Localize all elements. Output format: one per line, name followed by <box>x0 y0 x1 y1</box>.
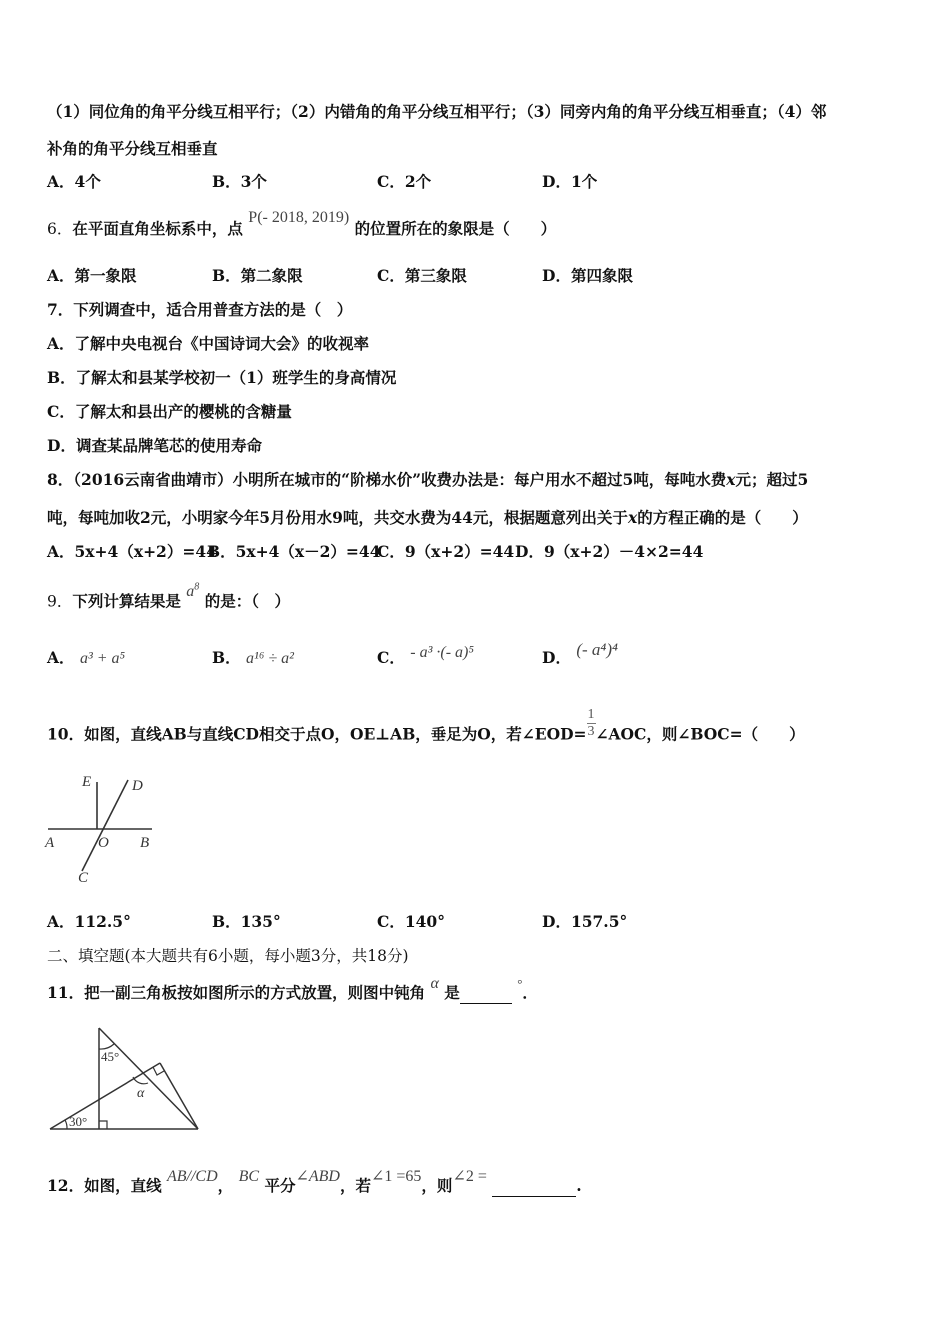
label-e: E <box>82 774 92 790</box>
q9-target: $a^8$ <box>186 582 200 601</box>
q8-line1: 8．（2016云南省曲靖市）小明所在城市的“阶梯水价”收费办法是：每户用水不超过5吨，每吨水费x元；超过5 <box>47 470 809 489</box>
label-alpha: α <box>137 1086 145 1101</box>
q7-option-a[interactable]: A．了解中央电视台《中国诗词大会》的收视率 <box>47 334 370 353</box>
section-2-title: 二、填空题(本大题共有6小题，每小题3分，共18分) <box>47 947 409 965</box>
label-c: C <box>78 870 89 886</box>
q5-option-d[interactable]: D．1个 <box>542 172 598 191</box>
label-45: 45° <box>101 1049 120 1064</box>
q8-option-b[interactable]: B．5x+4（x－2）=44 <box>207 542 381 561</box>
q8-option-a[interactable]: A．5x+4（x+2）=44 <box>47 542 217 561</box>
q9-option-b[interactable]: B． a¹⁶ ÷ a² <box>212 648 294 667</box>
q10-fraction: $\frac{1}{3}$ <box>587 707 595 739</box>
q6-option-b[interactable]: B．第二象限 <box>212 266 303 285</box>
q7-option-c[interactable]: C．了解太和县出产的樱桃的含糖量 <box>47 402 292 421</box>
q8-option-c[interactable]: C．9（x+2）=44 <box>377 542 515 561</box>
q6-option-a[interactable]: A．第一象限 <box>47 266 137 285</box>
q11-alpha: α <box>430 975 439 992</box>
q11-stem: 11．把一副三角板按如图所示的方式放置，则图中钝角 α 是 °． <box>47 975 538 1002</box>
label-o: O <box>98 835 109 851</box>
q10-option-b[interactable]: B．135° <box>212 912 281 931</box>
q6-point: P(- 2018, 2019) <box>248 209 350 226</box>
q8-option-d[interactable]: D．9（x+2）－4×2=44 <box>515 542 704 561</box>
q7-stem: 7．下列调查中，适合用普查方法的是（ ） <box>47 300 353 319</box>
line-cd <box>82 780 128 871</box>
q8-line2: 吨，每吨加收2元，小明家今年5月份用水9吨，共交水费为44元，根据题意列出关于x的方程正确的是（ ） <box>47 508 808 527</box>
label-b: B <box>140 835 150 851</box>
q9-stem: 9．下列计算结果是 $a^8$ 的是：（ ） <box>47 582 290 611</box>
q10-figure <box>40 768 170 888</box>
label-d: D <box>132 778 143 794</box>
q5-option-c[interactable]: C．2个 <box>377 172 432 191</box>
q5-option-b[interactable]: B．3个 <box>212 172 267 191</box>
q6-option-d[interactable]: D．第四象限 <box>542 266 633 285</box>
label-30: 30° <box>69 1114 88 1129</box>
q9-option-d[interactable]: D． (- a⁴)⁴ <box>542 640 618 667</box>
q10-stem: 10．如图，直线AB与直线CD相交于点O，OE⊥AB，垂足为O，若∠EOD= $\frac{1}{3}$ ∠AOC，则∠BOC=（ ） <box>47 707 805 744</box>
q5-line1: （1）同位角的角平分线互相平行；（2）内错角的角平分线互相平行；（3）同旁内角的角平分线互相垂直；（4）邻 <box>47 102 827 121</box>
q11-answer-blank[interactable] <box>460 983 512 1004</box>
q6-stem: 6．在平面直角坐标系中，点 P(- 2018, 2019) 的位置所在的象限是（ ） <box>47 209 557 238</box>
q6-option-c[interactable]: C．第三象限 <box>377 266 467 285</box>
q9-option-c[interactable]: C． - a³ ·(- a)⁵ <box>377 644 474 667</box>
q7-option-b[interactable]: B．了解太和县某学校初一（1）班学生的身高情况 <box>47 368 397 387</box>
q12-stem: 12．如图，直线 AB//CD， BC 平分∠ABD，若∠1 =65，则∠2 = . <box>47 1168 582 1195</box>
q10-option-d[interactable]: D．157.5° <box>542 912 628 931</box>
q10-option-c[interactable]: C．140° <box>377 912 445 931</box>
q12-answer-blank[interactable] <box>492 1176 576 1197</box>
q10-option-a[interactable]: A．112.5° <box>47 912 131 931</box>
q5-option-a[interactable]: A．4个 <box>47 172 101 191</box>
label-a: A <box>45 835 55 851</box>
q9-option-a[interactable]: A． a³ + a⁵ <box>47 648 126 667</box>
q11-figure <box>45 1025 210 1135</box>
q5-line2: 补角的角平分线互相垂直 <box>47 139 218 158</box>
q7-option-d[interactable]: D．调查某品牌笔芯的使用寿命 <box>47 436 262 455</box>
